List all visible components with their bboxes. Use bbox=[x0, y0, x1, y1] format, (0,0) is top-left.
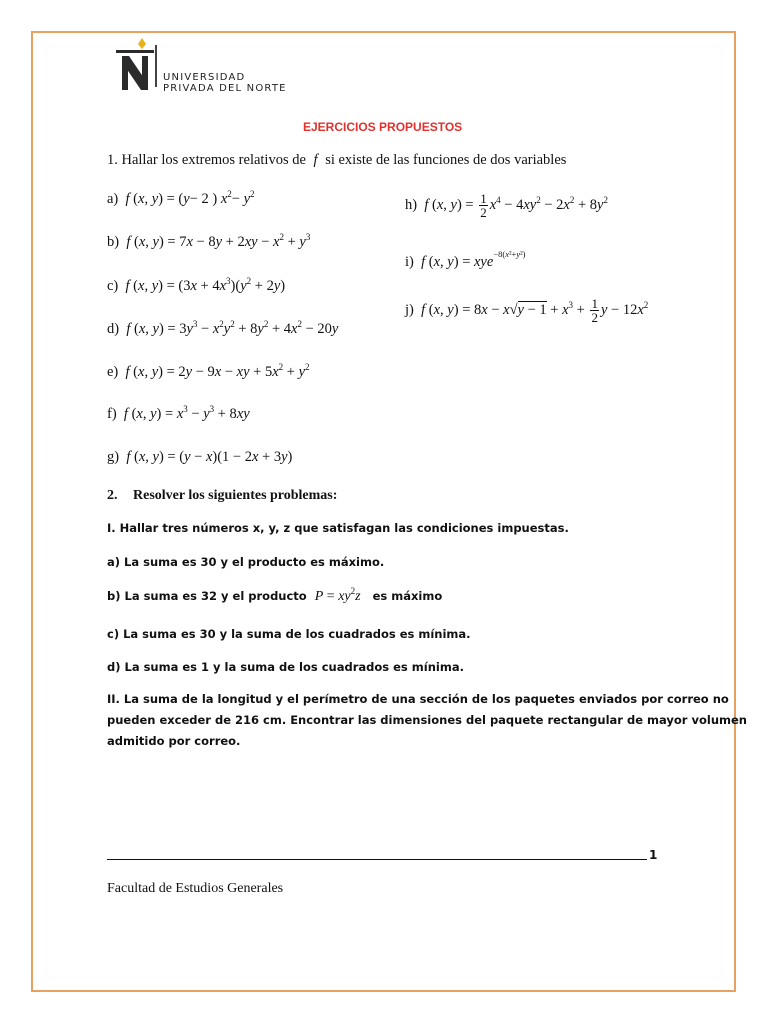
equation-f: f) f (x, $y) = x^3 - y^3 + 8xy$ bbox=[107, 404, 250, 422]
page-title: EJERCICIOS PROPUESTOS bbox=[303, 120, 463, 134]
logo-divider bbox=[155, 45, 157, 87]
equation-label: c) bbox=[107, 278, 119, 294]
footer-rule bbox=[107, 859, 647, 860]
problem-a: a) La suma es 30 y el producto es máximo. bbox=[107, 555, 385, 569]
equation-label: d) bbox=[107, 321, 120, 337]
question-1-text: Hallar los extremos relativos de bbox=[121, 152, 306, 168]
equation-a: a) f (x, y) = (y− 2 ) $x^2- y^2$ bbox=[107, 189, 255, 207]
question-1 bbox=[107, 152, 566, 169]
question-2-title: Resolver los siguientes problemas: bbox=[133, 488, 338, 503]
equation-label: i) bbox=[405, 254, 414, 270]
equation-label: e) bbox=[107, 364, 119, 380]
page-border bbox=[31, 31, 736, 992]
equation-label: a) bbox=[107, 191, 119, 207]
equation-d: d) f (x, $y) = 3y^3 - x^2y^2 + 8y^2 + 4x^2 - 20y$ bbox=[107, 319, 339, 337]
equation-label: f) bbox=[107, 406, 117, 422]
part-i-intro: I. Hallar tres números x, y, z que satisfagan las condiciones impuestas. bbox=[107, 521, 569, 535]
equation-i: i) f (x, y) = xye$^{-8(x^2+y^2)}$ bbox=[405, 249, 526, 270]
equation-j: j) f (x, $y) = 8x - x√y - 1 + x^3$ + $\frac{1}{2}$ $y - 12x^2$ bbox=[405, 296, 649, 325]
question-2-number: 2. bbox=[107, 488, 118, 503]
part-ii-line-2: pueden exceder de 216 cm. Encontrar las dimensiones del paquete rectangular de mayor volumen bbox=[107, 713, 747, 727]
logo-mark-icon bbox=[112, 36, 160, 94]
page-number: 1 bbox=[649, 848, 658, 862]
logo-line-2: PRIVADA DEL NORTE bbox=[163, 83, 287, 94]
equation-b: b) f (x, $y) = 7x - 8y + 2xy - x^2 + y^3$ bbox=[107, 232, 311, 250]
question-1-text-2: si existe de las funciones de dos variables bbox=[325, 152, 567, 168]
equation-g: g) f (x, y) = (y − x)(1 − 2x + 3y) bbox=[107, 449, 293, 465]
question-1-var: f bbox=[313, 152, 318, 168]
problem-b-text: b) La suma es 32 y el producto bbox=[107, 589, 307, 603]
equation-label: j) bbox=[405, 301, 414, 318]
equation-label: h) bbox=[405, 196, 418, 213]
faculty-name: Facultad de Estudios Generales bbox=[107, 881, 284, 896]
problem-b-text-2: es máximo bbox=[372, 589, 443, 603]
problem-c: c) La suma es 30 y la suma de los cuadrados es mínima. bbox=[107, 627, 471, 641]
equation-label: g) bbox=[107, 449, 120, 465]
equation-label: b) bbox=[107, 234, 120, 250]
question-2-heading bbox=[107, 488, 337, 504]
equation-h: h) f (x, y) = $\frac{1}{2}$ $x^4 - 4xy^2 - 2x^2 + 8y^2$ bbox=[405, 191, 608, 220]
part-ii-line-1: II. La suma de la longitud y el perímetro de una sección de los paquetes enviados por correo no bbox=[107, 692, 729, 706]
equation-e: e) f (x, y) = 2y − 9x − xy + $5x^2 + y^2$ bbox=[107, 362, 310, 380]
problem-d: d) La suma es 1 y la suma de los cuadrados es mínima. bbox=[107, 660, 464, 674]
part-ii-line-3: admitido por correo. bbox=[107, 734, 241, 748]
problem-b: b) La suma es 32 y el producto $P = xy^2z$ es máximo bbox=[107, 586, 443, 604]
logo-line-1: UNIVERSIDAD bbox=[163, 72, 246, 83]
equation-c: c) f (x, $y) = (3x + 4x^3)(y^2 + 2y)$ bbox=[107, 276, 286, 294]
question-1-number: 1. bbox=[107, 152, 118, 168]
